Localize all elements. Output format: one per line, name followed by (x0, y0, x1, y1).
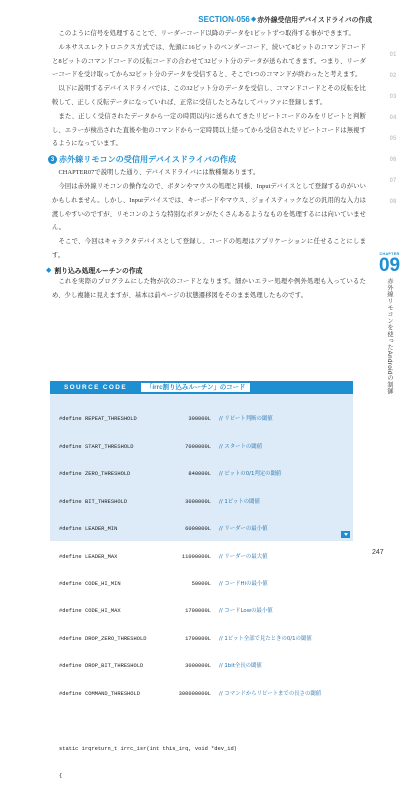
code-comment: // 1bit全長の閾値 (219, 663, 262, 670)
chapter-tab: 03 (389, 93, 397, 100)
code-line (59, 443, 353, 452)
code-value: 1700000L (185, 635, 211, 642)
code-value: 3000000L (185, 498, 211, 505)
diamond-bullet-icon: ◆ (46, 266, 52, 274)
code-macro-name: ZERO_THRESHOLD (85, 471, 131, 478)
code-macro-name: CODE_HI_MAX (85, 608, 121, 615)
code-directive: #define (59, 553, 82, 560)
code-directive: #define (59, 416, 82, 423)
code-value: 7000000L (185, 443, 211, 450)
code-comment: // コードHiの最小値 (219, 581, 268, 588)
code-value: 300000L (188, 416, 211, 423)
subsection-heading-text: 割り込み処理ルーチンの作成 (54, 267, 143, 275)
code-directive: #define (59, 498, 82, 505)
code-macro-name: COMMAND_THRESHOLD (85, 690, 140, 697)
subsection-heading (46, 265, 366, 275)
code-value: 3000000L (185, 663, 211, 670)
code-value: 300000000L (178, 690, 211, 697)
code-listing (50, 394, 353, 800)
paragraph: このように信号を処理することで、リーダーコード以降のデータを1ビットずつ取得する事ができます。 (58, 30, 355, 37)
code-macro-name: START_THRESHOLD (85, 443, 134, 450)
code-directive: #define (59, 608, 82, 615)
continue-arrow-icon (341, 531, 350, 538)
code-value: 11000000L (181, 553, 211, 560)
code-macro-name: LEADER_MAX (85, 553, 118, 560)
code-line (59, 470, 353, 479)
code-line (59, 415, 353, 424)
code-macro-name: REPEAT_THRESHOLD (85, 416, 137, 423)
code-comment: // スタートの閾値 (219, 443, 263, 450)
code-line (59, 498, 353, 507)
current-chapter-tab (379, 252, 400, 448)
chapter-tab: 04 (389, 114, 397, 121)
chapter-tab: 07 (389, 177, 397, 184)
code-comment: // ビットの0/1判定の閾値 (219, 471, 282, 478)
code-line: { (59, 773, 63, 780)
code-line (59, 662, 353, 671)
chapter-tab: 06 (389, 156, 397, 163)
code-macro-name: DROP_ZERO_THRESHOLD (85, 635, 147, 642)
code-line (59, 607, 353, 616)
code-comment: // コマンドからリピートまでの長さの閾値 (219, 690, 322, 697)
code-directive: #define (59, 690, 82, 697)
heading-number-badge: 3 (48, 155, 57, 164)
page-number: 247 (372, 549, 384, 556)
section-number: SECTION-056 (198, 14, 250, 24)
code-comment: // リーダーの最小値 (219, 526, 268, 533)
code-value: 6000000L (185, 526, 211, 533)
source-code-box (50, 381, 353, 780)
paragraph: また、正しく受信されたデータから一定の時間以内に送られてきたリピートコードのみをリピートと判断し、エラーが検出された直後や他のコマンドから一定時間以上経ってから受信されたリピートコードは無視するようになっています。 (52, 112, 366, 148)
code-comment: // コードLowの最小値 (219, 608, 273, 615)
code-macro-name: CODE_HI_MIN (85, 581, 121, 588)
code-line (59, 580, 353, 589)
code-blank-line (59, 717, 353, 726)
section-heading (48, 154, 366, 165)
code-comment: // リピート判断の閾値 (219, 416, 273, 423)
separator-icon: ◆ (250, 16, 257, 23)
chapter-label: CHAPTER (379, 252, 400, 256)
code-line (59, 553, 353, 562)
chapter-tabs (386, 44, 400, 212)
code-line (59, 690, 353, 699)
chapter-tab: 01 (389, 51, 397, 58)
code-macro-name: LEADER_MIN (85, 526, 118, 533)
chapter-tab: 02 (389, 72, 397, 79)
code-header (50, 381, 353, 394)
paragraph: CHAPTER07で説明した通り、デバイスドライバには数種類あります。 (58, 169, 260, 177)
code-macro-name: DROP_BIT_THRESHOLD (85, 663, 144, 670)
code-value: 50000L (191, 581, 211, 588)
code-label: SOURCE CODE (64, 384, 127, 391)
code-directive: #define (59, 443, 82, 450)
code-directive: #define (59, 581, 82, 588)
code-comment: // 1ビットの閾値 (219, 498, 260, 505)
paragraph: そこで、今回はキャラクタデバイスとして登録し、コードの処理はアプリケーションに任せることにします。 (52, 238, 366, 259)
code-line: static irqreturn_t irrc_isr(int this_irq, void *dev_id) (59, 745, 237, 752)
code-line (59, 525, 353, 534)
chapter-number: 09 (378, 255, 400, 276)
chapter-title: 赤外線リモコンを使ったAndroidの制御 (386, 278, 393, 395)
chapter-tab: 05 (389, 135, 397, 142)
code-directive: #define (59, 526, 82, 533)
code-value: 840000L (188, 471, 211, 478)
paragraph: これを実際のプログラムにした物が次のコードとなります。細かいエラー処理や例外処理も入っているため、少し複雑に見えますが、基本は前ページの状態遷移図をそのまま処理したものです。 (52, 277, 366, 299)
main-text (46, 27, 366, 302)
code-macro-name: BIT_THRESHOLD (85, 498, 128, 505)
paragraph: 今回は赤外線リモコンの操作なので、ボタンやマウスの処理と同様、Inputデバイスとして登録するのがいいかもしれません。しかし、Inputデバイスでは、キーボードやマウス、ジョイスティックなどの汎用的な入力は渡しやすいのですが、リモコンのような特別なボタンがたくさんあるようなものを処理するには向いていません。 (52, 182, 366, 232)
code-comment: // リーダーの最大値 (219, 553, 268, 560)
code-title: 「irrc割り込みルーチン」のコード (141, 383, 250, 392)
chapter-tab: 08 (389, 198, 397, 205)
page-header (0, 14, 372, 24)
code-comment: // 1ビット全部で見たときの0/1の閾値 (219, 635, 312, 642)
code-line (59, 635, 353, 644)
code-directive: #define (59, 663, 82, 670)
code-value: 1700000L (185, 608, 211, 615)
code-directive: #define (59, 471, 82, 478)
section-title: 赤外線受信用デバイスドライバの作成 (257, 17, 372, 24)
paragraph: ルネサスエレクトロニクス方式では、先頭に16ビットのベンダーコード、続いて8ビットのコマンドコードと8ビットのコマンドコードの反転コードの合わせて32ビット分のデータが送られてきます。つまり、リーダーコードを受け取ってから32ビット分のデータを受信すると、そこで1つのコマンドが終わったと考えます。 (52, 43, 366, 79)
paragraph: 以下に説明するデバイスドライバでは、この32ビット分のデータを受信し、コマンドコードとその反転を比較して、正しく反転データになっていれば、正常に受信したとみなしてバッファに登録します。 (52, 85, 366, 106)
section-heading-text: 赤外線リモコンの受信用デバイスドライバの作成 (59, 155, 237, 165)
code-directive: #define (59, 635, 82, 642)
